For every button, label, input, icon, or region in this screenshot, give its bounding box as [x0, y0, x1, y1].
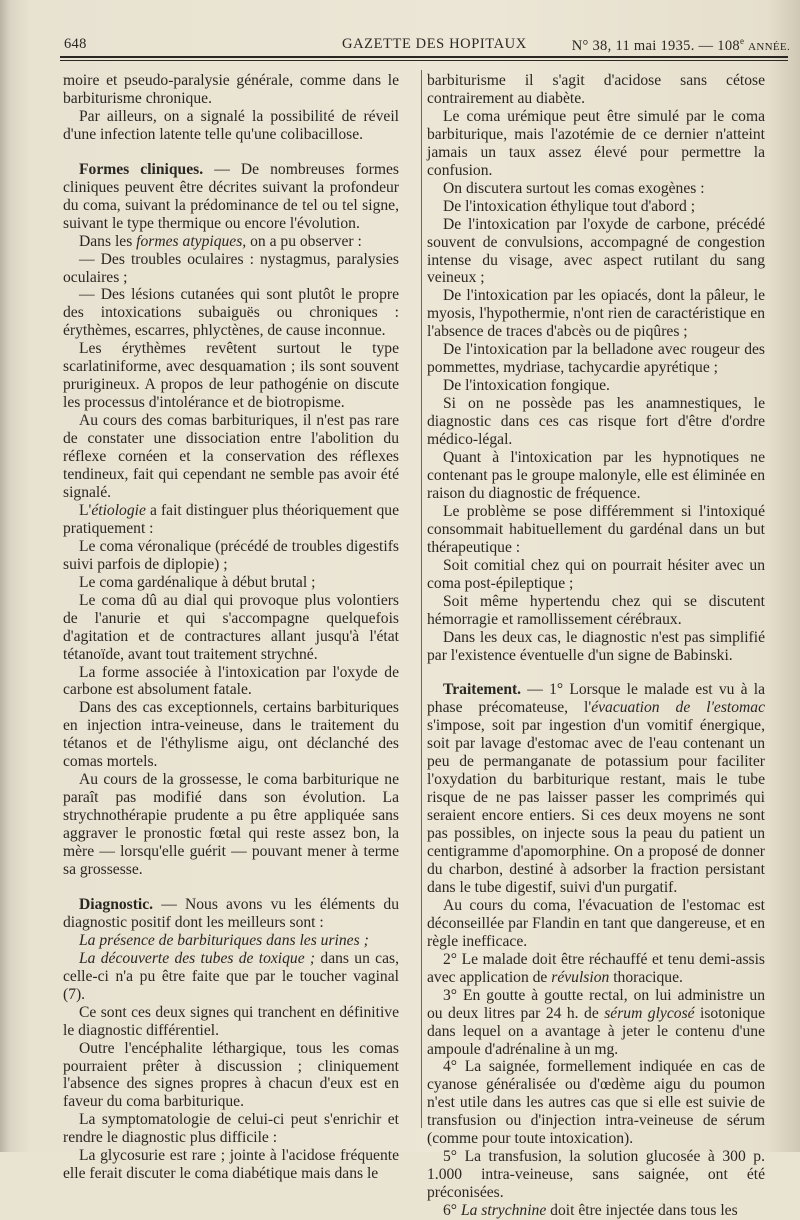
paragraph: De l'intoxication par les opiacés, dont la pâleur, le myosis, l'hypothermie, n'ont rien de caractéristique en l'absence de traces d'abcès ou de piqûres ;: [427, 287, 765, 341]
emphasis: La découverte des tubes de toxique ;: [79, 949, 316, 967]
spacer: [427, 664, 765, 681]
paragraph: [63, 233, 399, 251]
paragraph: Le coma gardénalique à début brutal ;: [79, 573, 316, 591]
issue-annee: ANNÉE.: [748, 40, 790, 53]
paragraph: 5° La transfusion, la solution glucosée à 300 p. 1.000 intra-veineuse, sans saignée, ont été préconisées.: [427, 1148, 765, 1202]
section-traitement: [427, 681, 765, 896]
emphasis: sérum glycosé: [604, 1004, 695, 1022]
text: L': [79, 501, 92, 519]
paragraph: Au cours des comas barbituriques, il n'est pas rare de constater une dissociation entre l'abolition du réflexe cornéen et la conservation des réflexes tendineux, fait qui cependant ne semble pas avoir été signalé.: [63, 412, 399, 501]
paragraph: Ce sont ces deux signes qui tranchent en définitive le diagnostic différentiel.: [63, 1003, 399, 1039]
header-rule-thin: [60, 60, 788, 61]
issue-main: N° 38, 11 mai 1935. — 108: [571, 37, 740, 54]
text: Dans les: [79, 232, 137, 250]
paragraph: [427, 1202, 765, 1220]
text: s'impose, soit par ingestion d'un vomitif énergique, soit par lavage d'estomac avec de l'eau contenant un peu de permanganate de potassium pour faciliter l'oxydation du barbiturique restant, mais le tube risque de ne pas laisser passer les comprimés qui seraient encore entiers. Si ces deux moyens ne sont pas possibles, on injecte sous la peau du patient un centigramme d'apomorphine. On a proposé de donner du charbon, destiné à adsorber la fraction persistant dans le tube digestif, suivi d'un purgatif.: [427, 717, 765, 896]
paragraph: Les érythèmes revêtent surtout le type scarlatiniforme, avec desquamation ; ils sont souvent prurigineux. A propos de leur pathogénie on discute les processus d'intolérance et de biotropisme.: [63, 340, 399, 412]
section-heading: Traitement.: [443, 681, 522, 699]
paragraph: Le coma dû au dial qui provoque plus volontiers de l'anurie et qui s'accompagne quelquefois d'agitation et de contractures allant jusqu'à l'état tétanoïde, avant tout traitement strychné.: [63, 591, 399, 663]
text: thoracique.: [609, 968, 683, 986]
emphasis: formes atypiques,: [136, 232, 247, 250]
paragraph: — Des lésions cutanées qui sont plutôt le propre des intoxications subaiguës ou chroniques : érythèmes, escarres, phlyctènes, de cause inconnue.: [63, 286, 399, 340]
paragraph: barbiturisme il s'agit d'acidose sans cétose contrairement au diabète.: [427, 72, 765, 107]
paragraph: Au cours de la grossesse, le coma barbiturique ne paraît pas modifié dans son évolution. La strychnothérapie prudente a pu être appliquée sans aggraver le pronostic fœtal qui reste assez bon, la mère — lorsqu'elle guérit — pouvant mener à terme sa grossesse.: [63, 771, 399, 878]
running-header: [62, 36, 790, 58]
section-formes: [63, 161, 399, 233]
paragraph: 4° La saignée, formellement indiquée en cas de cyanose généralisée ou d'œdème aigu du poumon n'est utile dans les autres cas que si elle est suivie de transfusion ou d'injection intra-veineuse de sérum (comme pour toute intoxication).: [427, 1058, 765, 1148]
paragraph: La forme associée à l'intoxication par l'oxyde de carbone est absolument fatale.: [63, 663, 399, 699]
issue-suffix: e: [739, 36, 745, 46]
paragraph: La symptomatologie de celui-ci peut s'enrichir et rendre le diagnostic plus difficile :: [63, 1111, 399, 1147]
paragraph: Au cours du coma, l'évacuation de l'estomac est déconseillée par Flandin en tant que dangereuse, et en règle inefficace.: [427, 896, 765, 950]
paragraph: Dans des cas exceptionnels, certains barbituriques en injection intra-veineuse, dans le traitement du tétanos et de l'éthylisme aigu, ont déclanché des comas mortels.: [63, 699, 399, 771]
text: doit être injectée dans tous les: [546, 1202, 738, 1220]
text: — 1° Lorsque le malade est vu à la phase précomateuse, l': [427, 681, 765, 717]
section-heading: Formes cliniques.: [79, 160, 204, 178]
paragraph: Soit même hypertendu chez qui se discutent hémorragie et ramollissement cérébraux.: [427, 592, 765, 628]
paragraph: [63, 932, 399, 950]
emphasis: évacuation de l'estomac: [591, 699, 765, 717]
paragraph: Si on ne possède pas les anamnestiques, le diagnostic dans ces cas risque fort d'être d'ordre médico-légal.: [427, 395, 765, 449]
page-number: 648: [64, 36, 87, 52]
emphasis: révulsion: [551, 968, 610, 986]
paragraph: Dans les deux cas, le diagnostic n'est pas simplifié par l'existence éventuelle d'un signe de Babinski.: [427, 628, 765, 664]
text: dans un cas, celle-ci n'a pu être faite que par le toucher vaginal (7).: [63, 949, 399, 1003]
paragraph: De l'intoxication par l'oxyde de carbone, précédé souvent de convulsions, accompagné de congestion intense du visage, avec aspect rutilant du sang veineux ;: [427, 215, 765, 287]
paragraph: De l'intoxication par la belladone avec rougeur des pommettes, mydriase, tachycardie apyrétique ;: [427, 341, 765, 377]
text: 3° En goutte à goutte rectal, on lui administre un ou deux litres par 24 h. de: [427, 986, 765, 1022]
text: on a pu observer :: [246, 232, 362, 250]
paragraph: Le problème se pose différemment si l'intoxiqué consommait habituellement du gardénal dans un but thérapeutique :: [427, 502, 765, 556]
journal-title: GAZETTE DES HOPITAUX: [342, 36, 527, 52]
issue-info: [572, 36, 790, 55]
paragraph: Outre l'encéphalite léthargique, tous les comas pourraient prêter à discussion ; cliniquement l'absence des signes propres à chacun d'eux est en faveur du coma barbiturique.: [63, 1039, 399, 1111]
paragraph: Par ailleurs, on a signalé la possibilité de réveil d'une infection latente telle qu'une colibacillose.: [63, 107, 399, 143]
emphasis: étiologie: [91, 501, 146, 519]
column-divider: [421, 70, 422, 1128]
paragraph: [427, 951, 765, 987]
text: 2° Le malade doit être réchauffé et tenu demi-assis avec application de: [427, 950, 765, 986]
paragraph: Soit comitial chez qui on pourrait hésiter avec un coma post-épileptique ;: [427, 556, 765, 592]
section-text: — Nous avons vu les éléments du diagnostic positif dont les meilleurs sont :: [63, 895, 399, 931]
paragraph: Quant à l'intoxication par les hypnotiques ne contenant pas le groupe malonyle, elle est éliminée en raison du diagnostic de fréquence.: [427, 449, 765, 502]
paragraph: Le coma urémique peut être simulé par le coma barbiturique, mais l'azotémie de ce dernier n'atteint jamais un taux assez élevé pour permettre la confusion.: [427, 107, 765, 179]
paragraph: [63, 950, 399, 1004]
right-column: [427, 72, 765, 1220]
paragraph: De l'intoxication éthylique tout d'abord ;: [443, 197, 696, 215]
section-text: — De nombreuses formes cliniques peuvent être décrites suivant la profondeur du coma, suivant la prédominance de tel ou tel signe, suivant le type thermique ou encore l'évolution.: [63, 160, 399, 232]
spacer: [63, 144, 399, 161]
text: isotonique dans lequel on a avantage à jeter le contenu d'une ampoule d'adrénaline à un mg.: [427, 1004, 765, 1058]
paragraph: [427, 987, 765, 1059]
text: a fait distinguer plus théoriquement que pratiquement :: [63, 501, 399, 537]
paragraph: Le coma véronalique (précédé de troubles digestifs suivi parfois de diplopie) ;: [63, 537, 399, 573]
paragraph: moire et pseudo-paralysie générale, comme dans le barbiturisme chronique.: [63, 72, 399, 107]
emphasis: La strychnine: [460, 1202, 547, 1220]
paragraph: De l'intoxication fongique.: [443, 377, 610, 395]
paragraph: — Des troubles oculaires : nystagmus, paralysies oculaires ;: [63, 250, 399, 286]
spacer: [63, 879, 399, 896]
paragraph: La glycosurie est rare ; jointe à l'acidose fréquente elle ferait discuter le coma diabétique mais dans le: [63, 1147, 399, 1183]
text: 6°: [443, 1202, 461, 1220]
paragraph: [63, 502, 399, 538]
paragraph: On discutera surtout les comas exogènes :: [443, 179, 705, 197]
emphasis: La présence de barbituriques dans les urines ;: [79, 931, 369, 949]
section-diagnostic: [63, 896, 399, 932]
left-column: [63, 72, 399, 1183]
header-rule: [60, 56, 788, 58]
section-heading: Diagnostic.: [79, 895, 154, 913]
